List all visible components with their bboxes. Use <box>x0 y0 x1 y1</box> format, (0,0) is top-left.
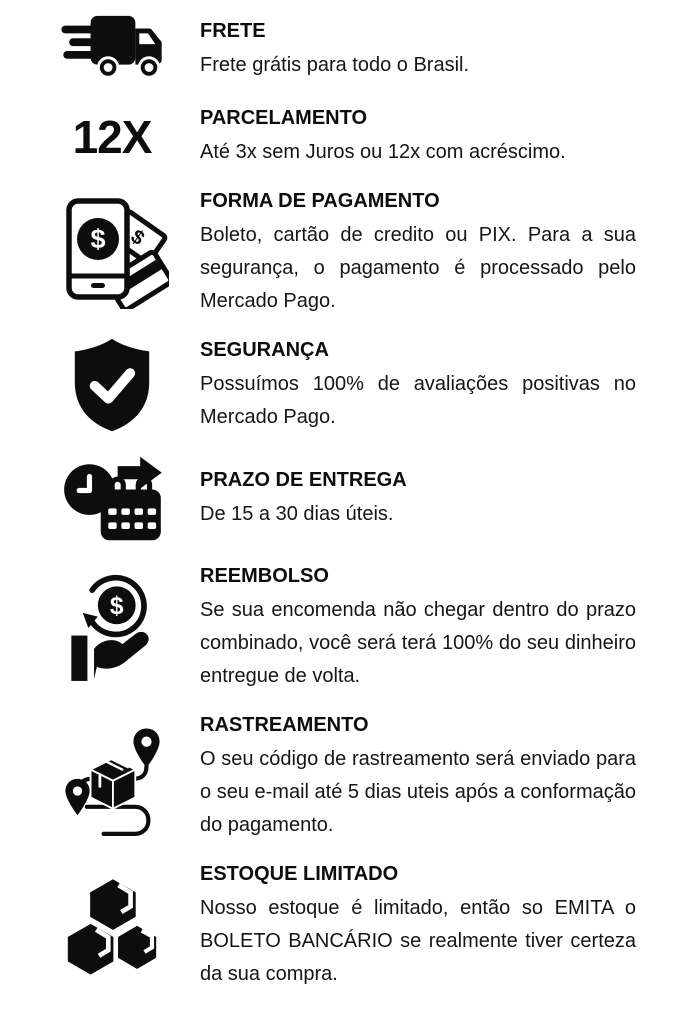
feature-body: Possuímos 100% de avaliações positivas no Mercado Pago. <box>200 373 636 428</box>
feature-row-parcelamento <box>0 104 682 169</box>
12x-badge <box>0 110 200 163</box>
feature-title: ESTOQUE LIMITADO <box>200 863 399 885</box>
shield-check-icon <box>0 336 200 434</box>
feature-body: De 15 a 30 dias úteis. <box>200 502 394 525</box>
svg-text:$: $ <box>126 225 149 250</box>
feature-text-forma-de-pagamento <box>200 187 682 318</box>
feature-body: Até 3x sem Juros ou 12x com acréscimo. <box>200 141 566 163</box>
feature-body: Nosso estoque é limitado, então so EMITA o BOLETO BANCÁRIO se realmente tiver certeza da sua compra. <box>200 897 636 985</box>
svg-text:$: $ <box>90 223 106 254</box>
feature-text-frete <box>200 17 682 82</box>
feature-body: Boleto, cartão de credito ou PIX. Para a sua segurança, o pagamento é processado pelo Mercado Pago. <box>200 224 636 312</box>
feature-text-parcelamento <box>200 104 682 169</box>
feature-text-rastreamento <box>200 711 682 842</box>
feature-text-prazo-de-entrega <box>200 466 682 531</box>
money-back-hand-icon <box>0 570 200 686</box>
feature-text-estoque-limitado <box>200 860 682 991</box>
calendar-clock-icon <box>0 452 200 544</box>
feature-row-rastreamento <box>0 711 682 842</box>
feature-body: Se sua encomenda não chegar dentro do prazo combinado, você será terá 100% do seu dinheiro entregue de volta. <box>200 599 636 687</box>
feature-row-reembolso <box>0 562 682 693</box>
feature-text-seguranca <box>200 336 682 434</box>
feature-row-prazo-de-entrega <box>0 452 682 544</box>
feature-row-estoque-limitado <box>0 860 682 991</box>
feature-title: FRETE <box>200 19 266 42</box>
feature-text-reembolso <box>200 562 682 693</box>
feature-title: RASTREAMENTO <box>200 714 369 736</box>
feature-title: FORMA DE PAGAMENTO <box>200 190 440 212</box>
feature-row-forma-de-pagamento <box>0 187 682 318</box>
svg-text:$: $ <box>109 592 124 620</box>
feature-title: PARCELAMENTO <box>200 107 368 129</box>
package-route-icon <box>0 716 200 838</box>
feature-row-frete <box>0 12 682 86</box>
feature-title: PRAZO DE ENTREGA <box>200 468 407 491</box>
feature-row-seguranca <box>0 336 682 434</box>
feature-title: REEMBOLSO <box>200 565 329 587</box>
12x-badge-text: 12X <box>72 110 152 163</box>
stacked-boxes-icon <box>0 873 200 979</box>
mobile-payment-icon <box>0 197 200 309</box>
feature-body: O seu código de rastreamento será enviado para o seu e-mail até 5 dias uteis após a conformação do pagamento. <box>200 748 636 836</box>
feature-body: Frete grátis para todo o Brasil. <box>200 53 470 76</box>
feature-title: SEGURANÇA <box>200 339 329 361</box>
truck-icon <box>0 12 200 86</box>
